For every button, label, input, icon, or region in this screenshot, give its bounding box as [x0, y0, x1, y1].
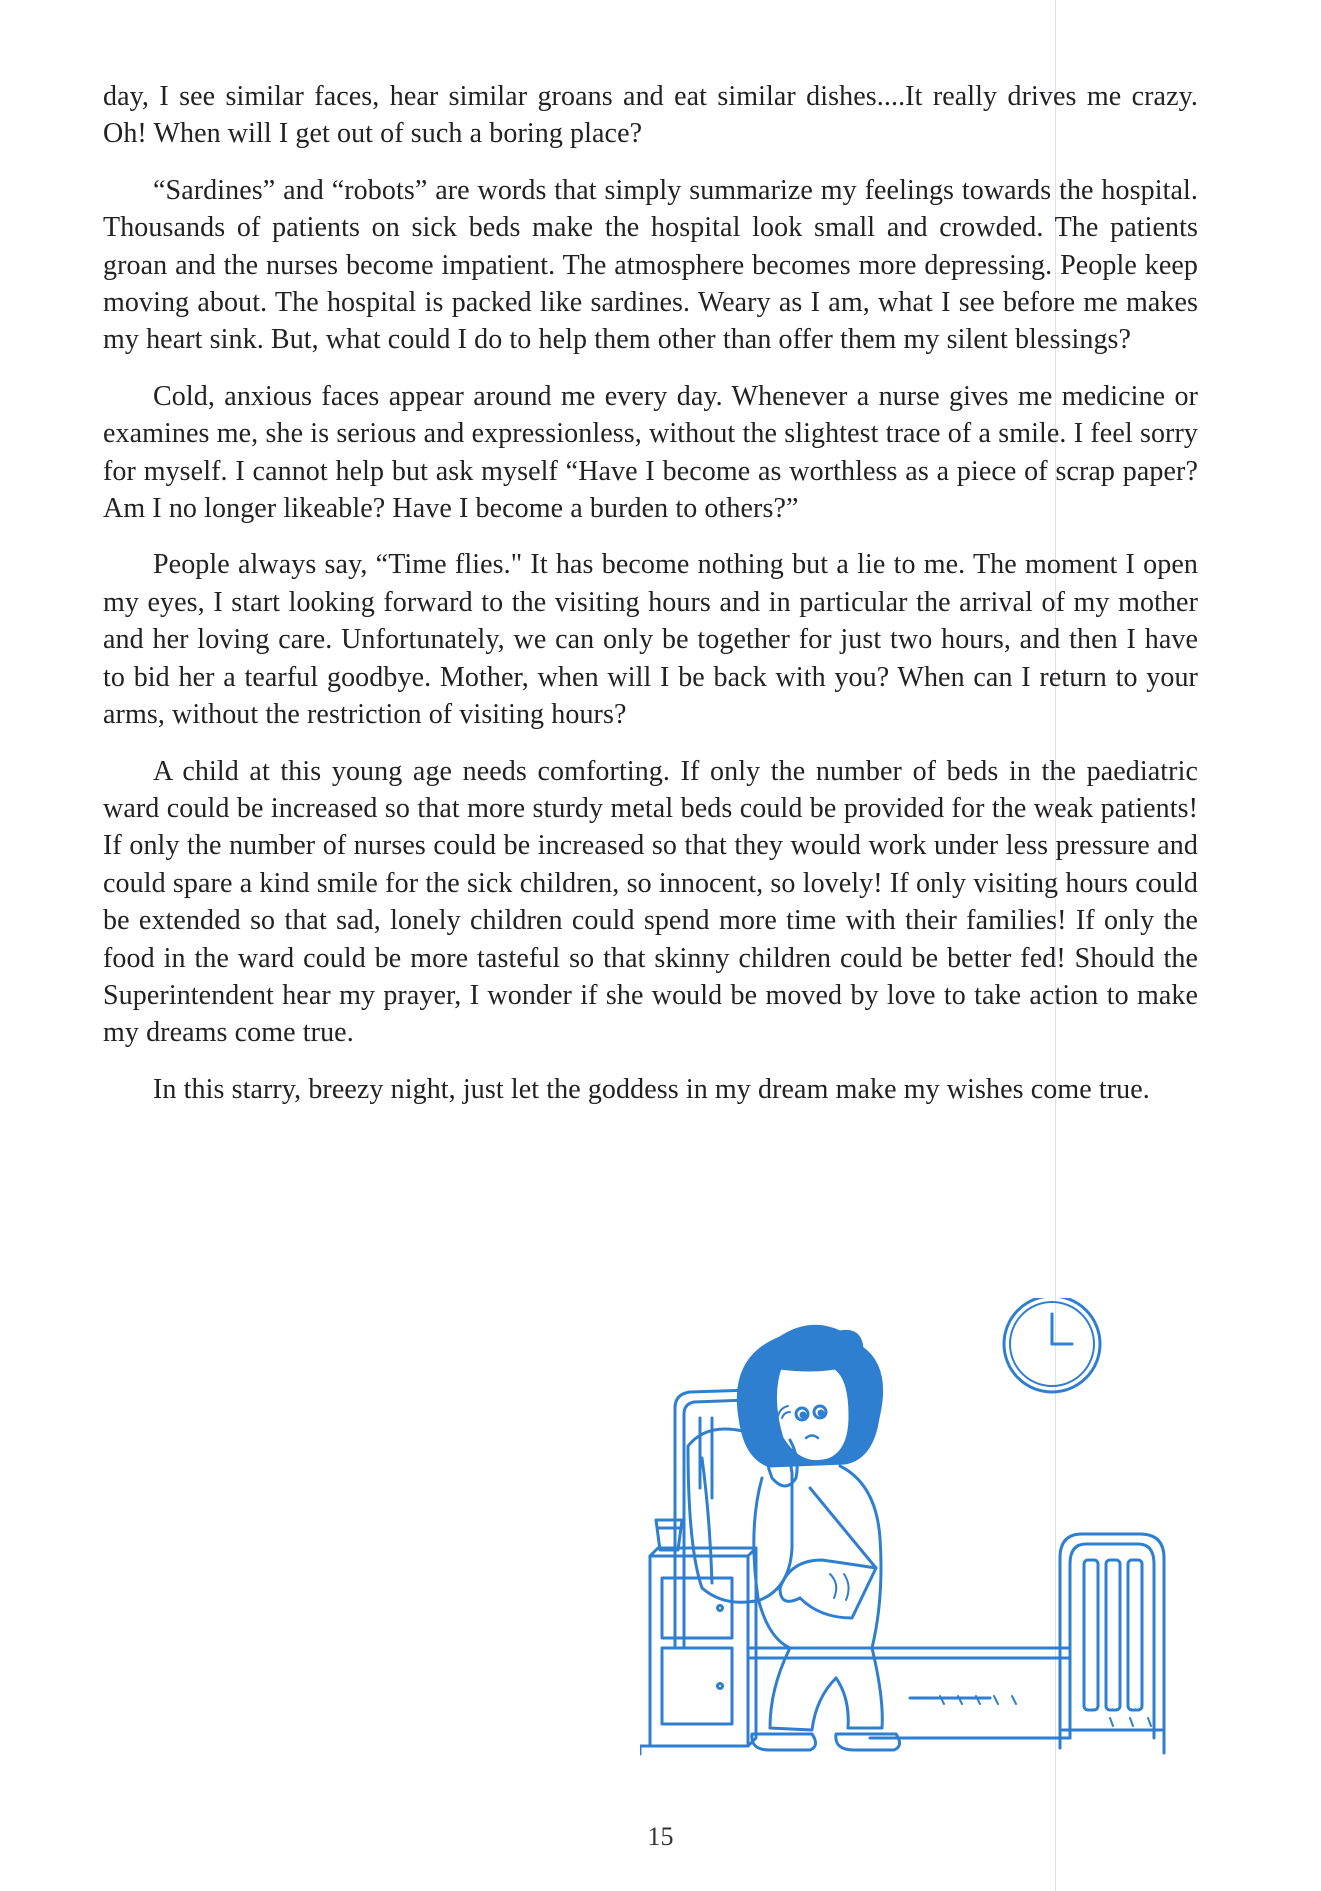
body-text: [103, 78, 1198, 1127]
paragraph-1: day, I see similar faces, hear similar groans and eat similar dishes....It really drives me crazy. Oh! When will I get out of such a boring place?: [103, 81, 1198, 150]
sick-child-in-hospital-bed-illustration: [640, 1298, 1200, 1758]
child-figure: [738, 1326, 899, 1750]
glass-icon: [656, 1520, 682, 1550]
bedside-cabinet: [640, 1548, 756, 1754]
page-number: 15: [647, 1822, 674, 1851]
paragraph-5: A child at this young age needs comforting. If only the number of beds in the paediatric ward could be increased so that more sturdy metal beds could be provided for the weak patients! If only the number of nurses could be increased so that they would work under less pressure and could spare a kind smile for the sick children, so innocent, so lovely! If only visiting hours could be extended so that sad, lonely children could spend more time with their families! If only the food in the ward could be more tasteful so that skinny children could be better fed! Should the Superintendent hear my prayer, I wonder if she would be moved by love to take action to make my dreams come true.: [103, 755, 1198, 1049]
paragraph-3: Cold, anxious faces appear around me every day. Whenever a nurse gives me medicine or examines me, she is serious and expressionless, without the slightest trace of a smile. I feel sorry for myself. I cannot help but ask myself “Have I become as worthless as a piece of scrap paper? Am I no longer likeable? Have I become a burden to others?”: [103, 380, 1198, 525]
paragraph-2: “Sardines” and “robots” are words that simply summarize my feelings towards the hospital. Thousands of patients on sick beds make the hospital look small and crowded. The patients groan and the nurses become impatient. The atmosphere becomes more depressing. People keep moving about. The hospital is packed like sardines. Weary as I am, what I see before me makes my heart sink. But, what could I do to help them other than offer them my silent blessings?: [103, 174, 1198, 356]
wall-clock-icon: [1004, 1298, 1100, 1392]
bed-frame: [748, 1648, 1070, 1738]
paragraph-6: In this starry, breezy night, just let the goddess in my dream make my wishes come true.: [153, 1073, 1150, 1105]
bed-footboard: [1060, 1534, 1164, 1753]
paragraph-4: People always say, “Time flies." It has become nothing but a lie to me. The moment I open my eyes, I start looking forward to the visiting hours and in particular the arrival of my mother and her loving care. Unfortunately, we can only be together for just two hours, and then I have to bid her a tearful goodbye. Mother, when will I be back with you? When can I return to your arms, without the restriction of visiting hours?: [103, 549, 1198, 731]
